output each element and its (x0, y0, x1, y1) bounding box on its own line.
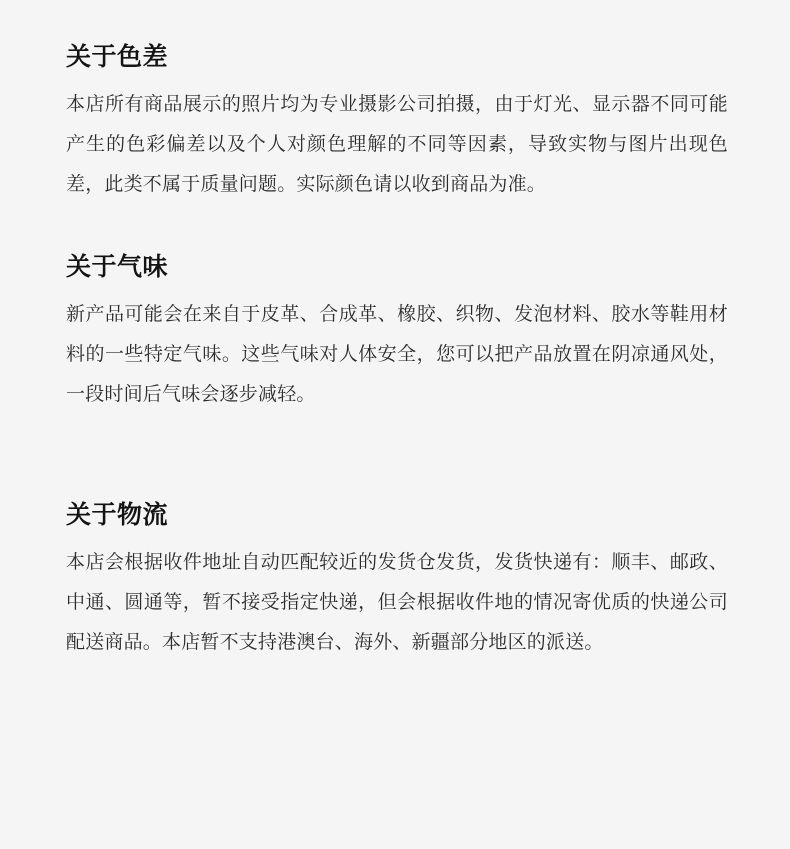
section-body: 本店会根据收件地址自动匹配较近的发货仓发货，发货快递有：顺丰、邮政、中通、圆通等，暂不接受指定快递，但会根据收件地的情况寄优质的快递公司配送商品。本店暂不支持港澳台、海外、新疆部分地区的派送。 (66, 551, 728, 653)
section-title: 关于物流 (66, 500, 169, 529)
section-body: 新产品可能会在来自于皮革、合成革、橡胶、织物、发泡材料、胶水等鞋用材料的一些特定气味。这些气味对人体安全，您可以把产品放置在阴凉通风处，一段时间后气味会逐步减轻。 (66, 303, 728, 405)
section-spacer (66, 414, 728, 498)
section-odor (66, 250, 728, 414)
section-title: 关于气味 (66, 252, 169, 281)
section-title: 关于色差 (66, 42, 169, 71)
section-color-difference (66, 40, 728, 204)
section-spacer (66, 204, 728, 250)
section-logistics (66, 498, 728, 662)
section-body: 本店所有商品展示的照片均为专业摄影公司拍摄，由于灯光、显示器不同可能产生的色彩偏差以及个人对颜色理解的不同等因素，导致实物与图片出现色差，此类不属于质量问题。实际颜色请以收到商品为准。 (66, 93, 728, 195)
